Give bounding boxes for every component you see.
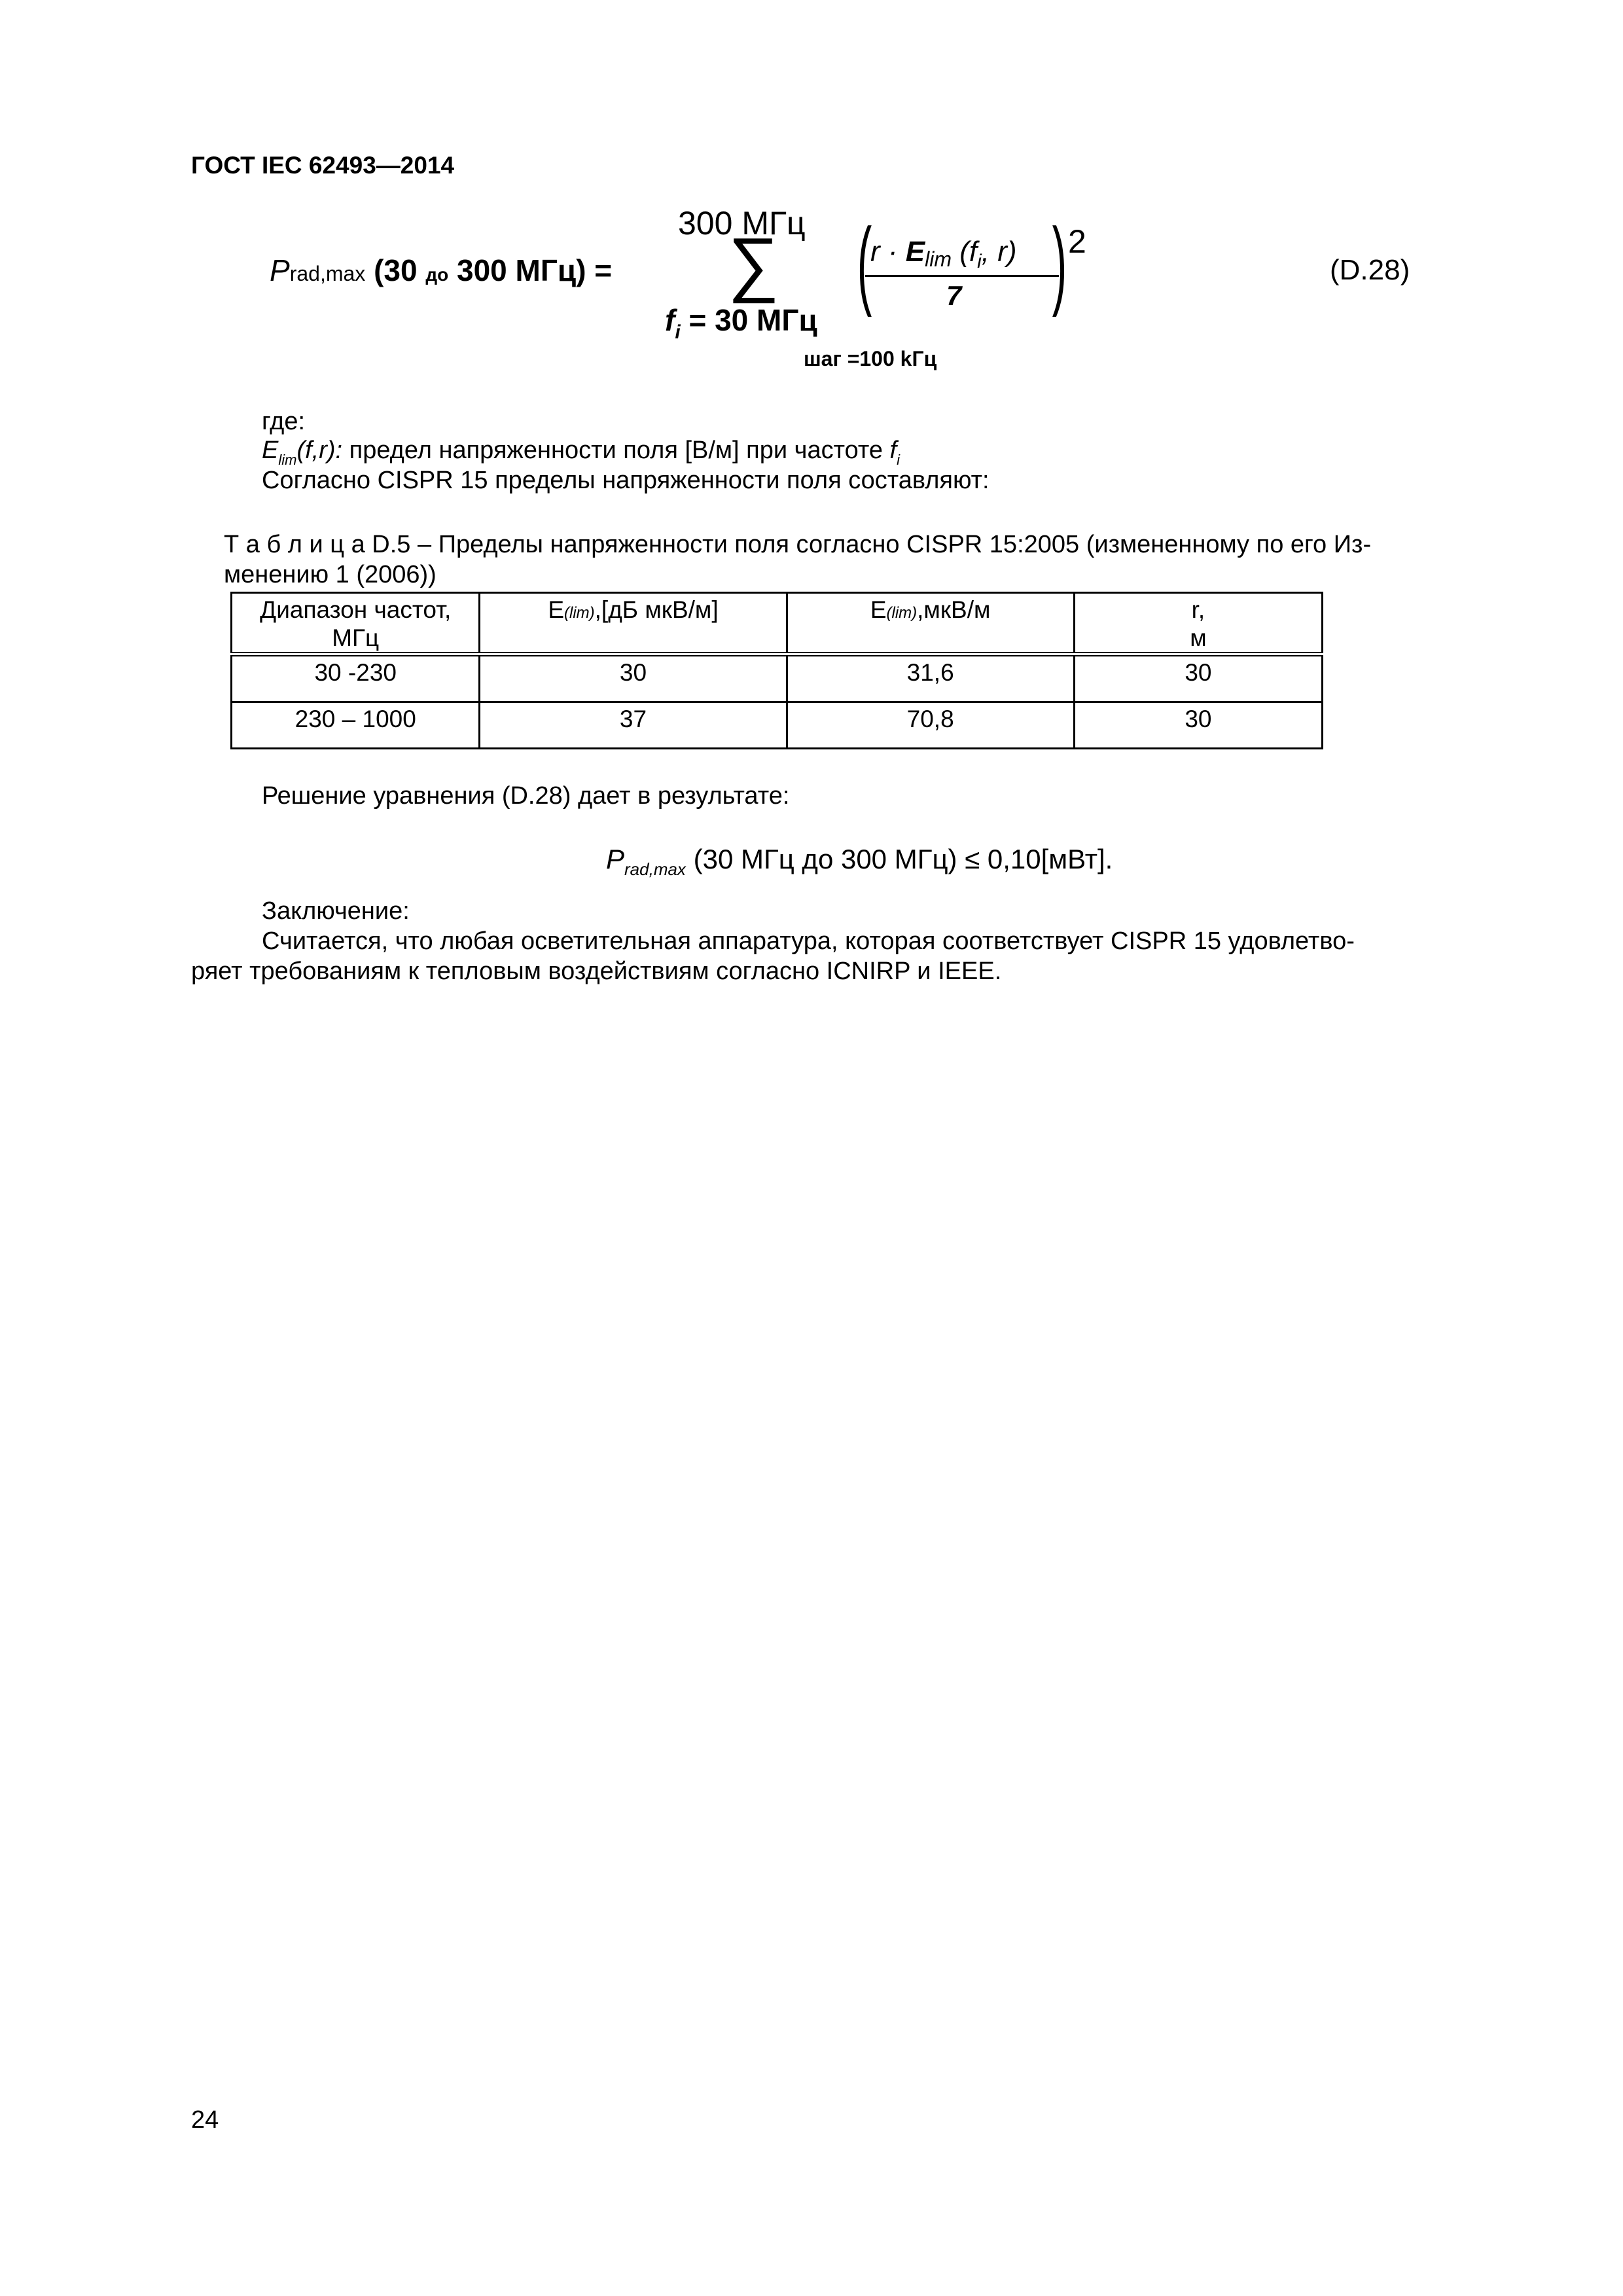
document-header: ГОСТ IEC 62493—2014	[191, 152, 455, 179]
header-distance-line2: м	[1190, 624, 1207, 651]
result-formula	[606, 843, 1113, 879]
header-distance-line1: r,	[1191, 596, 1205, 623]
def-e: E	[262, 437, 279, 464]
header-e-lim-uv-sub: (lim)	[886, 604, 918, 622]
header-e-lim-uv-e: E	[870, 596, 887, 623]
fraction-numerator	[870, 236, 1017, 272]
header-distance	[1074, 593, 1322, 655]
result-sub: rad,max	[624, 859, 686, 879]
table-cell: 30 -230	[232, 655, 480, 702]
left-paren: (	[857, 207, 872, 317]
sum-lower-f: f	[665, 303, 675, 337]
def-text: предел напряженности поля [В/м] при частоте	[342, 437, 890, 464]
table-row	[232, 702, 1323, 749]
sum-upper-limit: 300 МГц	[678, 205, 806, 242]
result-text: (30 МГц до 300 МГц) ≤ 0,10[мВт].	[685, 844, 1113, 874]
numerator-r: r ·	[870, 236, 898, 268]
formula-lhs-p: P	[270, 253, 290, 287]
table-caption-line1: Т а б л и ц а D.5 – Пределы напряженности поля согласно CISPR 15:2005 (измененному по его Из-	[224, 531, 1372, 558]
table-cell: 31,6	[787, 655, 1074, 702]
formula-lhs-do: до	[425, 264, 449, 285]
right-paren: )	[1052, 207, 1067, 317]
formula-lhs-sub: rad,max	[289, 262, 366, 285]
where-definition	[262, 436, 900, 466]
header-frequency-line1: Диапазон частот,	[260, 596, 452, 623]
formula-lhs-range: (30	[374, 253, 418, 287]
result-intro: Решение уравнения (D.28) дает в результате:	[262, 782, 790, 810]
where-intro: где:	[262, 408, 306, 435]
def-fi: i	[897, 452, 900, 468]
table-cell: 30	[480, 655, 787, 702]
numerator-args-end: , r)	[981, 236, 1017, 268]
result-p: P	[606, 844, 625, 874]
table-header-row	[232, 593, 1323, 655]
header-frequency-range	[232, 593, 480, 655]
numerator-args-i: i	[977, 251, 982, 272]
table-caption-line2: менению 1 (2006))	[224, 561, 437, 588]
conclusion-title: Заключение:	[262, 897, 410, 925]
fraction-denominator: 7	[946, 280, 962, 311]
numerator-lim: lim	[925, 247, 952, 271]
header-e-lim-uv	[787, 593, 1074, 655]
header-frequency-line2: МГц	[332, 624, 380, 651]
formula-lhs-upper: 300 МГц) =	[457, 253, 613, 287]
sum-symbol: ∑	[728, 223, 779, 304]
conclusion-line1: Считается, что любая осветительная аппаратура, которая соответствует CISPR 15 удовлетво-	[262, 927, 1355, 955]
limits-table	[230, 592, 1323, 749]
sum-lower-limit	[665, 302, 817, 343]
cispr-line: Согласно CISPR 15 пределы напряженности поля составляют:	[262, 467, 990, 494]
header-e-lim-db	[480, 593, 787, 655]
def-lim: lim	[278, 452, 297, 468]
header-e-lim-db-unit: ,[дБ мкВ/м]	[594, 596, 719, 623]
sum-lower-rest: = 30 МГц	[688, 303, 817, 337]
formula-lhs	[270, 253, 612, 288]
fraction-bar	[865, 275, 1059, 277]
header-e-lim-uv-unit: ,мкВ/м	[917, 596, 991, 623]
table-cell: 30	[1074, 702, 1322, 749]
table-row	[232, 655, 1323, 702]
formula-label: (D.28)	[1330, 254, 1410, 286]
page-number: 24	[191, 2106, 219, 2134]
table-cell: 30	[1074, 655, 1322, 702]
def-args: (f,r):	[296, 437, 343, 464]
table-cell: 37	[480, 702, 787, 749]
table-cell: 230 – 1000	[232, 702, 480, 749]
numerator-e: E	[905, 236, 925, 268]
numerator-args: (f	[959, 236, 978, 268]
table-cell: 70,8	[787, 702, 1074, 749]
header-e-lim-db-sub: (lim)	[564, 604, 595, 622]
sum-lower-i: i	[675, 321, 681, 343]
def-f: f	[889, 437, 897, 464]
conclusion-line2: ряет требованиям к тепловым воздействиям согласно ICNIRP и IEEE.	[191, 958, 1002, 985]
sum-step: шаг =100 kГц	[804, 347, 937, 370]
exponent: 2	[1068, 223, 1086, 260]
header-e-lim-db-e: E	[548, 596, 564, 623]
